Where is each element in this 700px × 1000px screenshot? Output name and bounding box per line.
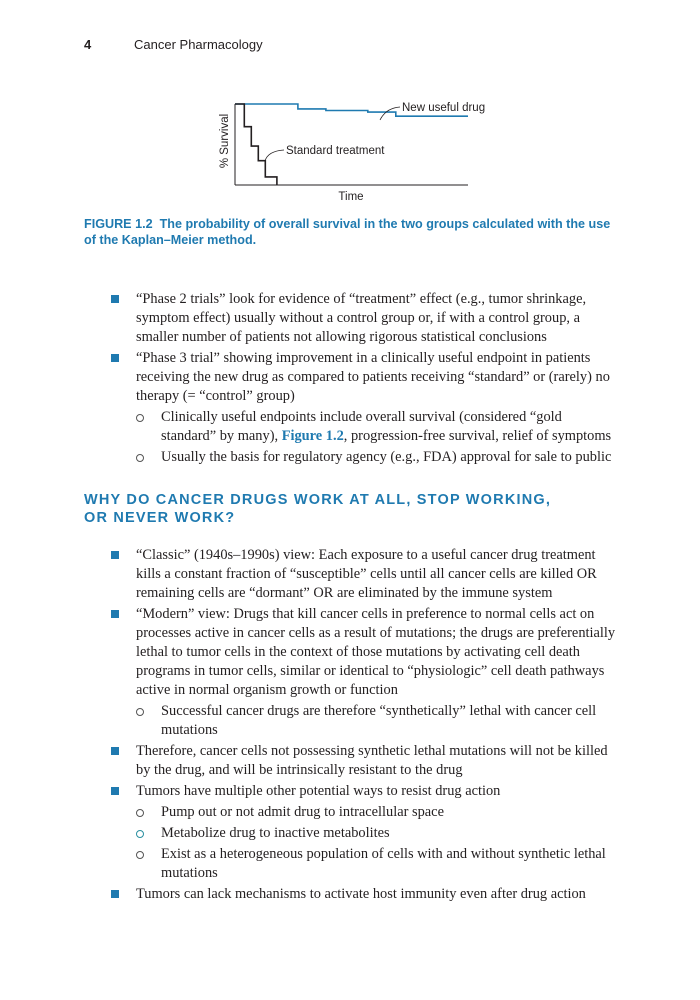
circle-bullet-icon — [136, 454, 144, 462]
square-bullet-icon — [111, 610, 119, 618]
phase-trials-list — [0, 290, 700, 469]
list-item: “Classic” (1940s–1990s) view: Each exposure to a useful cancer drug treatment kills a constant fraction of “susceptible” cells until all cancer cells are killed OR remaining cells are “dormant” OR are eliminated by the immune system — [0, 546, 616, 603]
square-bullet-icon — [111, 787, 119, 795]
running-header — [84, 37, 263, 52]
new-drug-leader-line — [380, 107, 400, 120]
figure-caption-label: FIGURE 1.2 — [84, 217, 153, 231]
square-bullet-icon — [111, 747, 119, 755]
drug-mechanism-list — [0, 546, 700, 906]
standard-leader-line — [265, 150, 284, 161]
sub-list-item: Successful cancer drugs are therefore “synthetically” lethal with cancer cell mutations — [0, 702, 616, 740]
square-bullet-icon — [111, 551, 119, 559]
figure-caption-text: The probability of overall survival in the two groups calculated with the use of the Kaplan–Meier method. — [84, 217, 611, 247]
list-item: “Phase 2 trials” look for evidence of “treatment” effect (e.g., tumor shrinkage, symptom effect) usually without a control group or, if with a control group, a smaller number of patients not allowing rigorous statistical conclusions — [0, 290, 616, 347]
figure-reference-link[interactable]: Figure 1.2 — [281, 428, 344, 444]
running-title: Cancer Pharmacology — [134, 37, 263, 52]
y-axis-label: % Survival — [219, 113, 231, 169]
figure-caption — [84, 216, 624, 248]
list-item: “Modern” view: Drugs that kill cancer cells in preference to normal cells act on processes active in cancer cells as a result of mutations; the drugs are preferentially lethal to tumor cells in the context of those mutations by activating cell death programs in tumor cells, similar or identical to “physiologic” cell death pathways active in normal organism growth or function — [0, 605, 616, 700]
square-bullet-icon — [111, 354, 119, 362]
series-standard-treatment — [235, 104, 277, 185]
circle-bullet-icon — [136, 414, 144, 422]
circle-bullet-icon — [136, 809, 144, 817]
sub-list-item: Pump out or not admit drug to intracellular space — [0, 803, 616, 822]
survival-chart — [212, 94, 492, 206]
section-heading: WHY DO CANCER DRUGS WORK AT ALL, STOP WORKING, OR NEVER WORK? — [84, 492, 552, 526]
list-item: Tumors have multiple other potential ways to resist drug action — [0, 782, 616, 801]
page-number: 4 — [84, 37, 92, 52]
kaplan-meier-figure — [212, 94, 492, 206]
label-new-useful-drug: New useful drug — [402, 102, 486, 114]
list-item: “Phase 3 trial” showing improvement in a clinically useful endpoint in patients receiving the new drug as compared to patients receiving “standard” or (rarely) no therapy (= “control” group) — [0, 349, 616, 406]
sub-list-item: Exist as a heterogeneous population of cells with and without synthetic lethal mutations — [0, 845, 616, 883]
list-item: Therefore, cancer cells not possessing synthetic lethal mutations will not be killed by the drug, and will be intrinsically resistant to the drug — [0, 742, 616, 780]
circle-bullet-icon — [136, 830, 144, 838]
sub-list-item: Metabolize drug to inactive metabolites — [0, 824, 616, 843]
sub-list-item: Usually the basis for regulatory agency (e.g., FDA) approval for sale to public — [0, 448, 616, 467]
list-item: Tumors can lack mechanisms to activate host immunity even after drug action — [0, 885, 616, 904]
square-bullet-icon — [111, 295, 119, 303]
x-axis-label: Time — [338, 191, 364, 203]
circle-bullet-icon — [136, 708, 144, 716]
square-bullet-icon — [111, 890, 119, 898]
circle-bullet-icon — [136, 851, 144, 859]
label-standard-treatment: Standard treatment — [286, 145, 385, 157]
sub-list-item: Clinically useful endpoints include overall survival (considered “gold standard” by many), Figure 1.2, progression-free survival, relief of symptoms — [0, 408, 616, 446]
